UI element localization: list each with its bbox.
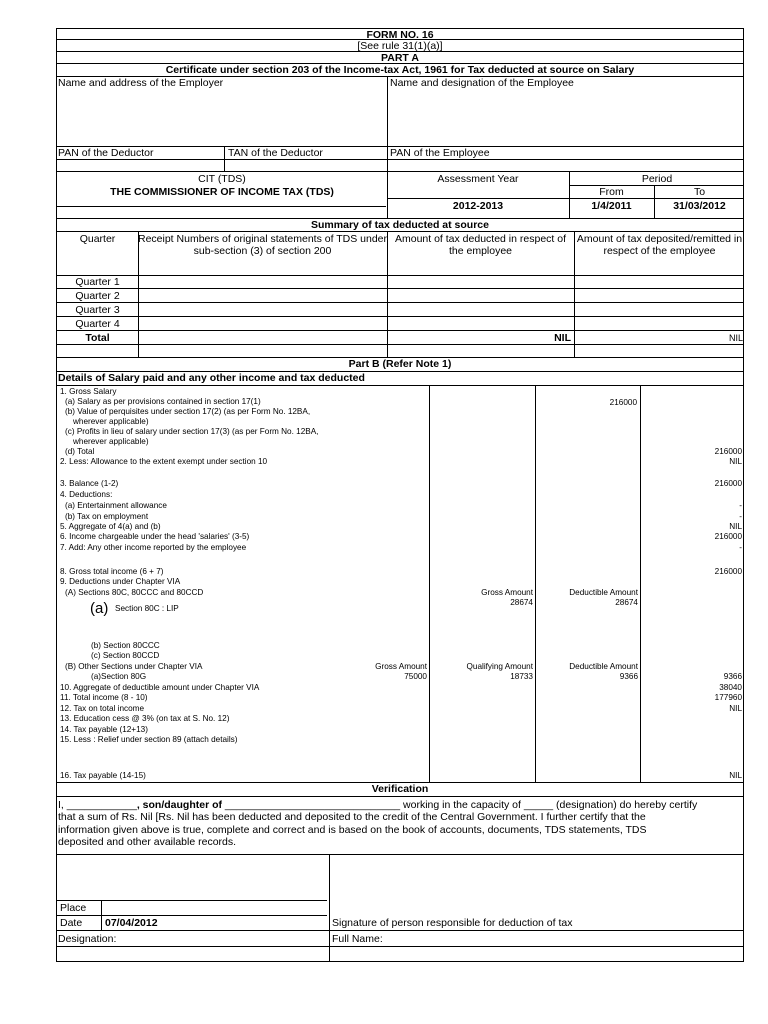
col-deducted: Amount of tax deducted in respect of the employee	[394, 233, 567, 257]
line-1a: (a) Salary as per provisions contained in section 17(1)	[65, 397, 261, 406]
quarter-3: Quarter 3	[75, 304, 120, 316]
period-label: Period	[641, 173, 673, 185]
val-less-allowance: NIL	[729, 457, 742, 466]
val-balance: 216000	[714, 479, 742, 488]
val-entertainment: -	[739, 501, 742, 510]
verification-line-1: I, ____________, son/daughter of ______________________________ working in the capacity of _____ (designation) do hereby certify	[58, 799, 698, 811]
verification-title	[56, 783, 744, 797]
val-80c-gross: 28674	[510, 598, 533, 607]
label-deductible-amount: Deductible Amount	[569, 588, 638, 597]
certificate-title	[56, 64, 744, 77]
line-4: 4. Deductions:	[60, 490, 113, 499]
val-aggregate-4: NIL	[729, 522, 742, 531]
line-6: 6. Income chargeable under the head 'salaries' (3-5)	[60, 532, 250, 541]
line-1d: (d) Total	[65, 447, 95, 456]
val-80g-gross: 75000	[404, 672, 427, 681]
part-b-text: Part B (Refer Note 1)	[348, 358, 452, 370]
designation-label: Designation:	[58, 933, 117, 945]
assessment-year-value: 2012-2013	[452, 200, 504, 212]
val-tax-employment: -	[739, 512, 742, 521]
rule-reference	[56, 40, 744, 52]
verification-title-text: Verification	[371, 783, 429, 795]
period-to-label: To	[693, 186, 706, 198]
verification-line-4: deposited and other available records.	[58, 836, 237, 849]
line-80g: (a)Section 80G	[91, 672, 147, 681]
part-a-title	[56, 52, 744, 64]
line-12: 12. Tax on total income	[60, 704, 145, 713]
line-1b: (b) Value of perquisites under section 17(2) (as per Form No. 12BA,	[65, 407, 311, 416]
col-quarter: Quarter	[79, 233, 116, 245]
tan-deductor-label: TAN of the Deductor	[228, 147, 323, 159]
form-number	[56, 28, 744, 40]
big-a-marker: (a)	[90, 600, 109, 617]
v1b: , son/daughter of	[136, 799, 223, 811]
label-deductible-amount-80g: Deductible Amount	[569, 662, 638, 671]
val-80c-deductible: 28674	[615, 598, 638, 607]
period-from-value: 1/4/2011	[591, 200, 632, 212]
assessment-year-label: Assessment Year	[437, 173, 519, 185]
quarter-1: Quarter 1	[75, 276, 120, 288]
v1d: (designation) do hereby certify	[556, 799, 698, 811]
line-9b: (B) Other Sections under Chapter VIA	[65, 662, 203, 671]
val-tax-payable-16: NIL	[729, 771, 742, 780]
line-4a: (a) Entertainment allowance	[65, 501, 167, 510]
pan-employee-label: PAN of the Employee	[390, 147, 490, 159]
summary-title-text: Summary of tax deducted at source	[311, 219, 489, 231]
line-4b: (b) Tax on employment	[65, 512, 149, 521]
part-b-details	[56, 386, 744, 783]
val-gross-total: 216000	[714, 567, 742, 576]
certificate-text: Certificate under section 203 of the Income-tax Act, 1961 for Tax deducted at source on Salary	[165, 64, 635, 76]
line-80ccd: (c) Section 80CCD	[91, 651, 160, 660]
employer-label: Name and address of the Employer	[58, 77, 224, 89]
val-income-salaries: 216000	[714, 532, 742, 541]
line-1c: (c) Profits in lieu of salary under section 17(3) (as per Form No. 12BA,	[65, 427, 319, 436]
details-title-text: Details of Salary paid and any other income and tax deducted	[58, 372, 365, 384]
line-13: 13. Education cess @ 3% (on tax at S. No. 12)	[60, 714, 230, 723]
val-salary-17-1: 216000	[609, 398, 637, 407]
line-2: 2. Less: Allowance to the extent exempt under section 10	[60, 457, 268, 466]
line-9a: (A) Sections 80C, 80CCC and 80CCD	[65, 588, 204, 597]
label-qualifying-amount: Qualifying Amount	[466, 662, 533, 671]
total-label: Total	[85, 332, 110, 344]
period-to-value: 31/03/2012	[673, 200, 726, 212]
line-15: 15. Less : Relief under section 89 (attach details)	[60, 735, 238, 744]
details-title	[56, 372, 744, 386]
line-1c-cont: wherever applicable)	[73, 437, 149, 446]
form-16	[56, 28, 744, 962]
line-11: 11. Total income (8 - 10)	[60, 693, 148, 702]
quarter-2: Quarter 2	[75, 290, 120, 302]
cit-name: THE COMMISSIONER OF INCOME TAX (TDS)	[110, 186, 334, 198]
signature-block	[56, 855, 744, 962]
v1c: working in the capacity of	[403, 799, 521, 811]
val-80g-qualifying: 18733	[510, 672, 533, 681]
col-deposited: Amount of tax deposited/remitted in respect of the employee	[576, 233, 743, 257]
verification-line-3: information given above is true, complete and correct and is based on the book of accounts, documents, TDS statements, TDS	[58, 823, 647, 836]
val-80g-col4: 9366	[723, 672, 742, 681]
line-10: 10. Aggregate of deductible amount under Chapter VIA	[60, 683, 260, 692]
verification-line-2: that a sum of Rs. Nil [Rs. Nil has been deducted and deposited to the credit of the Central Government. I further certify that the	[58, 811, 646, 824]
label-gross-amount: Gross Amount	[481, 588, 533, 597]
line-8: 8. Gross total income (6 + 7)	[60, 567, 164, 576]
parties-block	[56, 77, 744, 172]
line-1b-cont: wherever applicable)	[73, 417, 149, 426]
employee-label: Name and designation of the Employee	[390, 77, 574, 89]
cit-block	[56, 172, 744, 219]
line-3: 3. Balance (1-2)	[60, 479, 119, 488]
summary-title	[56, 219, 744, 232]
summary-table	[56, 232, 744, 358]
full-name-label: Full Name:	[332, 933, 383, 945]
total-deducted: NIL	[554, 332, 571, 344]
line-5: 5. Aggregate of 4(a) and (b)	[60, 522, 161, 531]
line-16: 16. Tax payable (14-15)	[60, 771, 146, 780]
period-from-label: From	[599, 186, 624, 198]
line-7: 7. Add: Any other income reported by the employee	[60, 543, 247, 552]
val-total-1d: 216000	[714, 447, 742, 456]
date-label: Date	[60, 917, 83, 929]
line-80ccc: (b) Section 80CCC	[91, 641, 160, 650]
pan-deductor-label: PAN of the Deductor	[58, 147, 154, 159]
v1a: I,	[58, 799, 64, 811]
form-number-text: FORM NO. 16	[366, 29, 434, 41]
val-aggregate-via: 38040	[719, 683, 742, 692]
cit-label: CIT (TDS)	[198, 173, 246, 185]
rule-text: [See rule 31(1)(a)]	[357, 40, 443, 52]
val-tax-total-income: NIL	[729, 704, 742, 713]
label-gross-amount-80g: Gross Amount	[375, 662, 427, 671]
quarter-4: Quarter 4	[75, 318, 120, 330]
signature-label: Signature of person responsible for deduction of tax	[332, 917, 573, 929]
line-9: 9. Deductions under Chapter VIA	[60, 577, 181, 586]
line-80c: Section 80C : LIP	[115, 604, 179, 613]
val-80g-deductible: 9366	[619, 672, 638, 681]
line-14: 14. Tax payable (12+13)	[60, 725, 148, 734]
verification-text	[56, 797, 744, 855]
col-receipt: Receipt Numbers of original statements of TDS under sub-section (3) of section 200	[138, 233, 388, 257]
date-value: 07/04/2012	[105, 917, 158, 929]
part-a-text: PART A	[381, 52, 419, 64]
val-total-income: 177960	[714, 693, 742, 702]
total-deposited: NIL	[728, 333, 743, 343]
val-other-income: -	[739, 543, 742, 552]
line-1: 1. Gross Salary	[60, 387, 117, 396]
part-b-title	[56, 358, 744, 372]
place-label: Place	[60, 902, 87, 914]
